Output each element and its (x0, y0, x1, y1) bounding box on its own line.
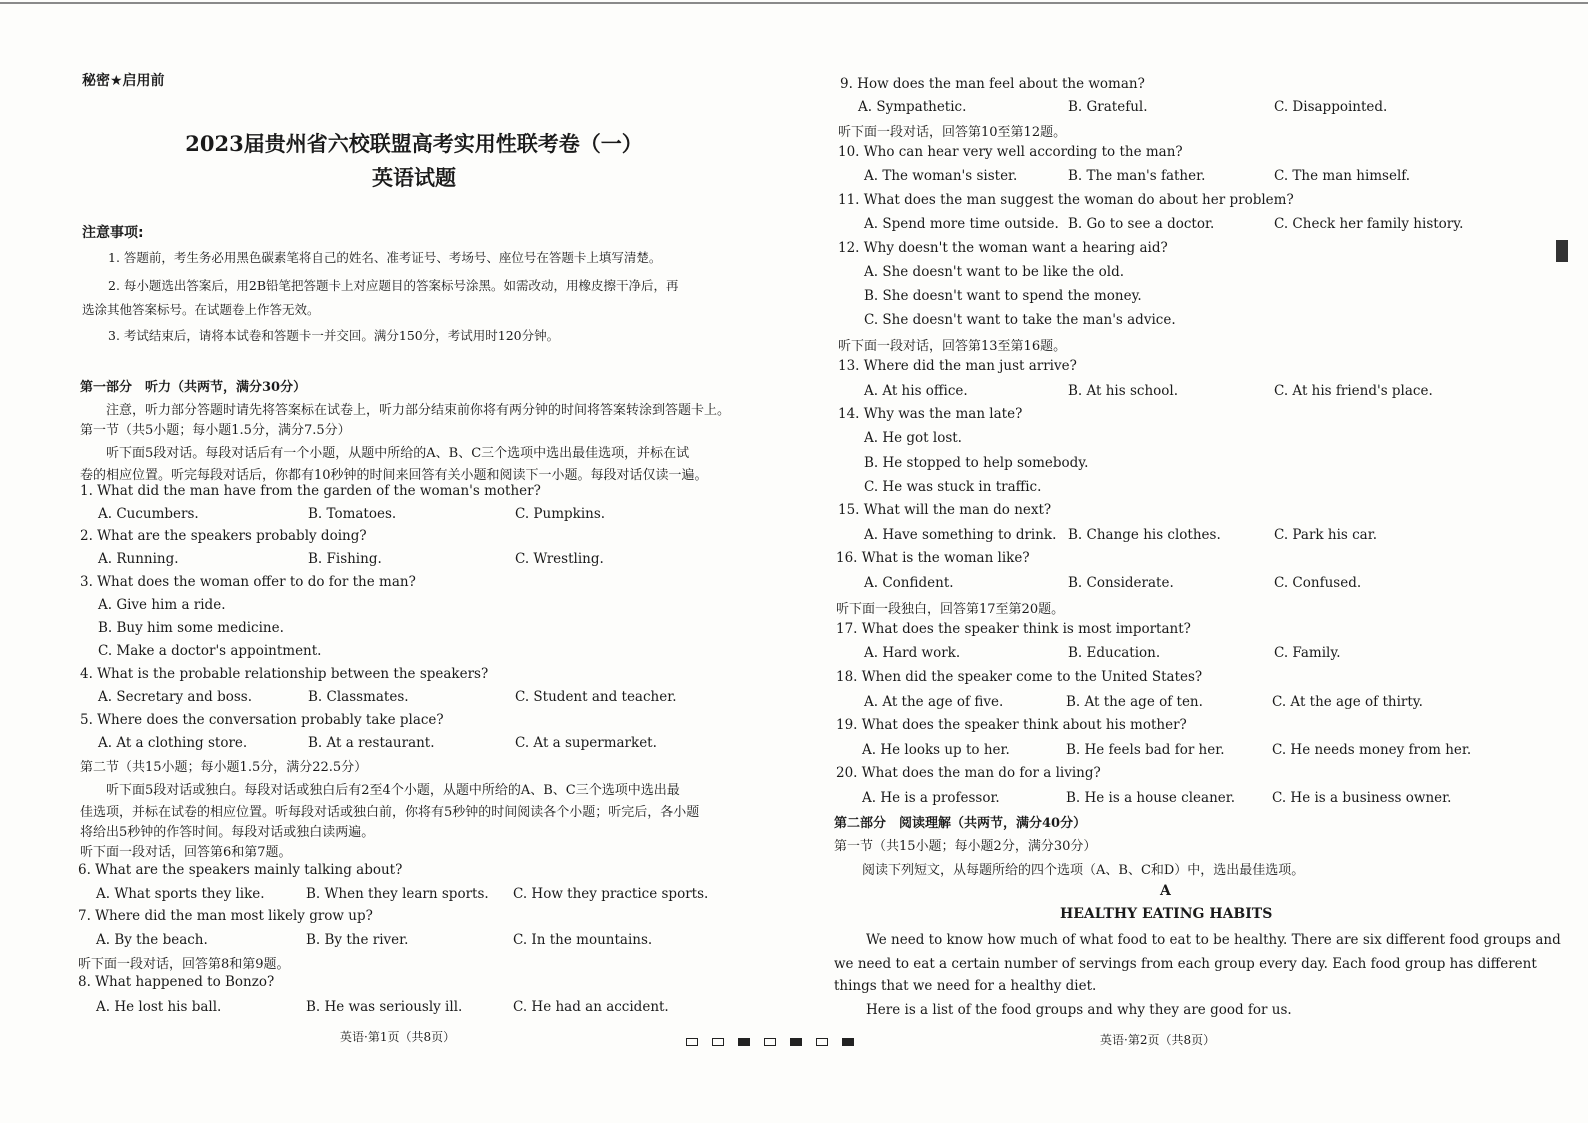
question-5: 5. Where does the conversation probably take place? (80, 712, 444, 728)
q9-option-a[interactable]: A. Sympathetic. (858, 99, 967, 115)
passage-letter: A (1160, 883, 1171, 899)
q8-option-a[interactable]: A. He lost his ball. (96, 999, 222, 1015)
q6-option-b[interactable]: B. When they learn sports. (306, 886, 489, 902)
question-12: 12. Why doesn't the woman want a hearing aid? (838, 240, 1168, 256)
page-footer: 英语·第2页（共8页） (1100, 1033, 1216, 1047)
q12-option-a[interactable]: A. She doesn't want to be like the old. (864, 264, 1125, 280)
q17-option-a[interactable]: A. Hard work. (864, 645, 961, 661)
scan-side-mark (1556, 240, 1568, 262)
q6-option-a[interactable]: A. What sports they like. (96, 886, 265, 902)
q17-option-b[interactable]: B. Education. (1068, 645, 1161, 661)
q2-option-b[interactable]: B. Fishing. (308, 551, 382, 567)
q4-option-a[interactable]: A. Secretary and boss. (98, 689, 253, 705)
part2-instruction: 阅读下列短文，从每题所给的四个选项（A、B、C和D）中，选出最佳选项。 (862, 863, 1305, 878)
listen-13-16: 听下面一段对话，回答第13至第16题。 (838, 339, 1067, 354)
note-1: 1. 答题前，考生务必用黑色碳素笔将自己的姓名、准考证号、考场号、座位号在答题卡上填写清楚。 (108, 250, 662, 265)
q17-option-c[interactable]: C. Family. (1274, 645, 1341, 661)
q5-option-b[interactable]: B. At a restaurant. (308, 735, 435, 751)
q14-option-b[interactable]: B. He stopped to help somebody. (864, 455, 1089, 471)
q16-option-b[interactable]: B. Considerate. (1068, 575, 1174, 591)
question-13: 13. Where did the man just arrive? (838, 358, 1077, 374)
section1-instruction-cont: 卷的相应位置。听完每段对话后，你都有10秒钟的时间来回答有关小题和阅读下一小题。每段对话仅读一遍。 (80, 468, 708, 483)
q3-option-a[interactable]: A. Give him a ride. (98, 597, 226, 613)
section2-instruction-cont: 佳选项，并标在试卷的相应位置。听每段对话或独白前，你将有5秒钟的时间阅读各个小题；听完后，各小题 (80, 805, 700, 820)
q2-option-a[interactable]: A. Running. (98, 551, 179, 567)
listen-6-7: 听下面一段对话，回答第6和第7题。 (80, 845, 292, 860)
question-8: 8. What happened to Bonzo? (78, 974, 275, 990)
q14-option-a[interactable]: A. He got lost. (864, 430, 962, 446)
q13-option-c[interactable]: C. At his friend's place. (1274, 383, 1433, 399)
note-3: 3. 考试结束后，请将本试卷和答题卡一并交回。满分150分，考试用时120分钟。 (108, 328, 560, 343)
q18-option-a[interactable]: A. At the age of five. (864, 694, 1004, 710)
reg-mark (842, 1038, 854, 1046)
q5-option-a[interactable]: A. At a clothing store. (98, 735, 248, 751)
question-16: 16. What is the woman like? (836, 550, 1030, 566)
q11-option-b[interactable]: B. Go to see a doctor. (1068, 216, 1215, 232)
question-11: 11. What does the man suggest the woman do about her problem? (838, 192, 1294, 208)
question-7: 7. Where did the man most likely grow up? (78, 908, 373, 924)
q20-option-c[interactable]: C. He is a business owner. (1272, 790, 1452, 806)
scan-top-edge (0, 2, 1588, 4)
q18-option-c[interactable]: C. At the age of thirty. (1272, 694, 1423, 710)
question-20: 20. What does the man do for a living? (836, 765, 1101, 781)
question-2: 2. What are the speakers probably doing? (80, 528, 367, 544)
q7-option-a[interactable]: A. By the beach. (96, 932, 208, 948)
question-15: 15. What will the man do next? (838, 502, 1052, 518)
section2-instruction-cont2: 将给出5秒钟的作答时间。每段对话或独白读两遍。 (80, 825, 375, 840)
q20-option-b[interactable]: B. He is a house cleaner. (1066, 790, 1236, 806)
part2-heading: 第二部分 阅读理解（共两节，满分40分） (834, 816, 1087, 831)
q1-option-b[interactable]: B. Tomatoes. (308, 506, 397, 522)
passage-line-1: We need to know how much of what food to eat to be healthy. There are six different food groups and (866, 932, 1561, 948)
q15-option-c[interactable]: C. Park his car. (1274, 527, 1377, 543)
listen-10-12: 听下面一段对话，回答第10至第12题。 (838, 125, 1067, 140)
part1-heading: 第一部分 听力（共两节，满分30分） (80, 380, 307, 395)
q15-option-b[interactable]: B. Change his clothes. (1068, 527, 1221, 543)
q13-option-b[interactable]: B. At his school. (1068, 383, 1179, 399)
q10-option-a[interactable]: A. The woman's sister. (864, 168, 1018, 184)
passage-line-3: things that we need for a healthy diet. (834, 978, 1097, 994)
q1-option-c[interactable]: C. Pumpkins. (515, 506, 606, 522)
section1-instruction: 听下面5段对话。每段对话后有一个小题，从题中所给的A、B、C三个选项中选出最佳选项，并标在试 (106, 446, 690, 461)
q7-option-b[interactable]: B. By the river. (306, 932, 409, 948)
question-3: 3. What does the woman offer to do for the man? (80, 574, 416, 590)
q9-option-b[interactable]: B. Grateful. (1068, 99, 1148, 115)
question-6: 6. What are the speakers mainly talking about? (78, 862, 403, 878)
q4-option-c[interactable]: C. Student and teacher. (515, 689, 677, 705)
q10-option-c[interactable]: C. The man himself. (1274, 168, 1411, 184)
q19-option-b[interactable]: B. He feels bad for her. (1066, 742, 1225, 758)
question-4: 4. What is the probable relationship between the speakers? (80, 666, 489, 682)
q11-option-a[interactable]: A. Spend more time outside. (864, 216, 1059, 232)
q7-option-c[interactable]: C. In the mountains. (513, 932, 653, 948)
q20-option-a[interactable]: A. He is a professor. (862, 790, 1000, 806)
section2-instruction: 听下面5段对话或独白。每段对话或独白后有2至4个小题，从题中所给的A、B、C三个选项中选出最 (106, 783, 680, 798)
notes-heading: 注意事项: (82, 225, 144, 241)
question-18: 18. When did the speaker come to the United States? (836, 669, 1203, 685)
q8-option-b[interactable]: B. He was seriously ill. (306, 999, 463, 1015)
reg-mark (738, 1038, 750, 1046)
note-2-cont: 选涂其他答案标号。在试题卷上作答无效。 (82, 302, 320, 317)
q3-option-b[interactable]: B. Buy him some medicine. (98, 620, 284, 636)
part1-note: 注意，听力部分答题时请先将答案标在试卷上，听力部分结束前你将有两分钟的时间将答案转涂到答题卡上。 (106, 403, 731, 418)
reg-mark (686, 1038, 698, 1046)
reg-mark (816, 1038, 828, 1046)
section2-heading: 第二节（共15小题；每小题1.5分，满分22.5分） (80, 760, 368, 775)
q16-option-a[interactable]: A. Confident. (864, 575, 954, 591)
passage-line-4: Here is a list of the food groups and why they are good for us. (866, 1002, 1292, 1018)
section1-heading: 第一节（共5小题；每小题1.5分，满分7.5分） (80, 423, 351, 438)
passage-title: HEALTHY EATING HABITS (1060, 906, 1273, 922)
listen-17-20: 听下面一段独白，回答第17至第20题。 (836, 602, 1065, 617)
q2-option-c[interactable]: C. Wrestling. (515, 551, 604, 567)
q8-option-c[interactable]: C. He had an accident. (513, 999, 669, 1015)
q19-option-a[interactable]: A. He looks up to her. (862, 742, 1010, 758)
q3-option-c[interactable]: C. Make a doctor's appointment. (98, 643, 322, 659)
q6-option-c[interactable]: C. How they practice sports. (513, 886, 709, 902)
q12-option-b[interactable]: B. She doesn't want to spend the money. (864, 288, 1142, 304)
q9-option-c[interactable]: C. Disappointed. (1274, 99, 1388, 115)
question-1: 1. What did the man have from the garden of the woman's mother? (80, 483, 541, 499)
note-2: 2. 每小题选出答案后，用2B铅笔把答题卡上对应题目的答案标号涂黑。如需改动，用橡皮擦干净后，再 (108, 278, 679, 293)
listen-8-9: 听下面一段对话，回答第8和第9题。 (78, 957, 290, 972)
question-19: 19. What does the speaker think about his mother? (836, 717, 1187, 733)
part2-section1-heading: 第一节（共15小题；每小题2分，满分30分） (834, 839, 1097, 854)
question-10: 10. Who can hear very well according to the man? (838, 144, 1183, 160)
question-14: 14. Why was the man late? (838, 406, 1023, 422)
q10-option-b[interactable]: B. The man's father. (1068, 168, 1206, 184)
reg-mark (764, 1038, 776, 1046)
question-9: 9. How does the man feel about the woman? (840, 76, 1145, 92)
page-footer: 英语·第1页（共8页） (340, 1030, 456, 1044)
q13-option-a[interactable]: A. At his office. (864, 383, 968, 399)
q15-option-a[interactable]: A. Have something to drink. (864, 527, 1057, 543)
registration-marks (686, 1031, 868, 1050)
q12-option-c[interactable]: C. She doesn't want to take the man's advice. (864, 312, 1176, 328)
reg-mark (790, 1038, 802, 1046)
exam-title: 2023届贵州省六校联盟高考实用性联考卷（一） (185, 131, 643, 156)
q16-option-c[interactable]: C. Confused. (1274, 575, 1362, 591)
reg-mark (712, 1038, 724, 1046)
q11-option-c[interactable]: C. Check her family history. (1274, 216, 1464, 232)
q1-option-a[interactable]: A. Cucumbers. (98, 506, 199, 522)
q14-option-c[interactable]: C. He was stuck in traffic. (864, 479, 1042, 495)
q18-option-b[interactable]: B. At the age of ten. (1066, 694, 1203, 710)
q5-option-c[interactable]: C. At a supermarket. (515, 735, 657, 751)
confidential-label: 秘密★启用前 (82, 73, 165, 89)
q4-option-b[interactable]: B. Classmates. (308, 689, 409, 705)
exam-subject: 英语试题 (372, 165, 456, 190)
question-17: 17. What does the speaker think is most important? (836, 621, 1191, 637)
q19-option-c[interactable]: C. He needs money from her. (1272, 742, 1472, 758)
passage-line-2: we need to eat a certain number of servings from each group every day. Each food group has different (834, 956, 1537, 972)
